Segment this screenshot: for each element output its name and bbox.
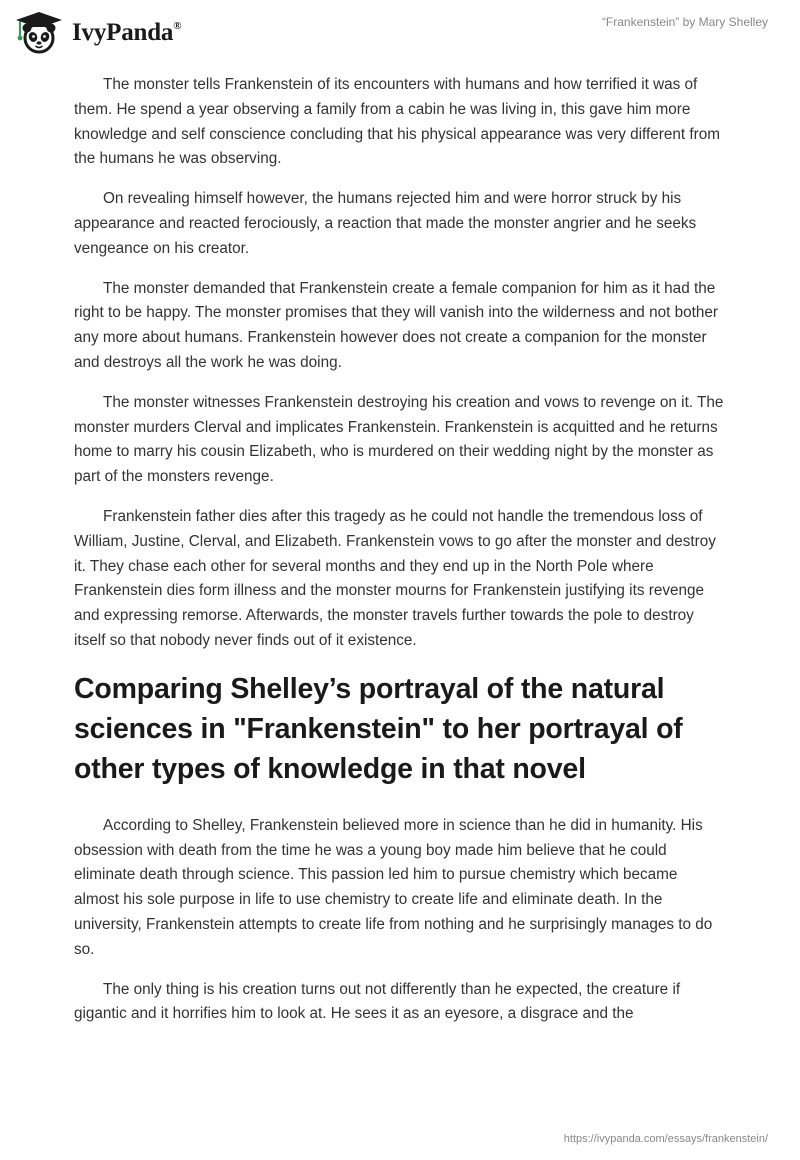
- paragraph: The monster demanded that Frankenstein create a female companion for him as it had the right to be happy. The monster promises that they will vanish into the wilderness and not bother any more about humans. Frankenstein however does not create a companion for the monster and destroys all the work he was doing.: [74, 279, 718, 371]
- essay-body: [74, 73, 724, 1042]
- document-title: “Frankenstein” by Mary Shelley: [601, 15, 768, 29]
- paragraph: On revealing himself however, the humans rejected him and were horror struck by his appearance and reacted ferociously, a reaction that made the monster angrier and he seeks vengeance on his creator.: [74, 190, 697, 257]
- section-heading: Comparing Shelley’s portrayal of the natural sciences in "Frankenstein" to her portrayal of other types of knowledge in that novel: [74, 672, 683, 785]
- brand-name: IvyPanda®: [72, 19, 182, 46]
- registered-mark: ®: [173, 20, 182, 32]
- source-url[interactable]: https://ivypanda.com/essays/frankenstein/: [563, 1133, 768, 1145]
- page-header: [0, 0, 800, 70]
- panda-graduate-icon: [12, 10, 66, 56]
- ivypanda-logo[interactable]: [12, 10, 181, 56]
- paragraph: The monster witnesses Frankenstein destroying his creation and vows to revenge on it. The monster murders Clerval and implicates Frankenstein. Frankenstein is acquitted and he returns home to marry his cousin Elizabeth, who is murdered on their wedding night by the monster as part of the monsters revenge.: [74, 393, 724, 486]
- paragraph: The only thing is his creation turns out not differently than he expected, the creature if gigantic and it horrifies him to look at. He sees it as an eyesore, a disgrace and the: [74, 980, 681, 1023]
- paragraph: Frankenstein father dies after this tragedy as he could not handle the tremendous loss of William, Justine, Clerval, and Elizabeth. Frankenstein vows to go after the monster and destroy it. They chase each other for several months and they end up in the North Pole where Frankenstein dies form illness and the monster mourns for Frankenstein justifying its revenge and expressing remorse. Afterwards, the monster travels further towards the pole to destroy itself so that nobody never finds out of it existence.: [74, 507, 716, 649]
- paragraph: According to Shelley, Frankenstein believed more in science than he did in humanity. His obsession with death from the time he was a young boy made him believe that he could eliminate death through science. This passion led him to pursue chemistry which became almost his sole purpose in life to use chemistry to create life and eliminate death. In the university, Frankenstein attempts to create life from nothing and he surprisingly manages to do so.: [74, 816, 713, 958]
- paragraph: The monster tells Frankenstein of its encounters with humans and how terrified it was of them. He spend a year observing a family from a cabin he was living in, this gave him more knowledge and self conscience concluding that his physical appearance was very different from the humans he was observing.: [74, 76, 720, 168]
